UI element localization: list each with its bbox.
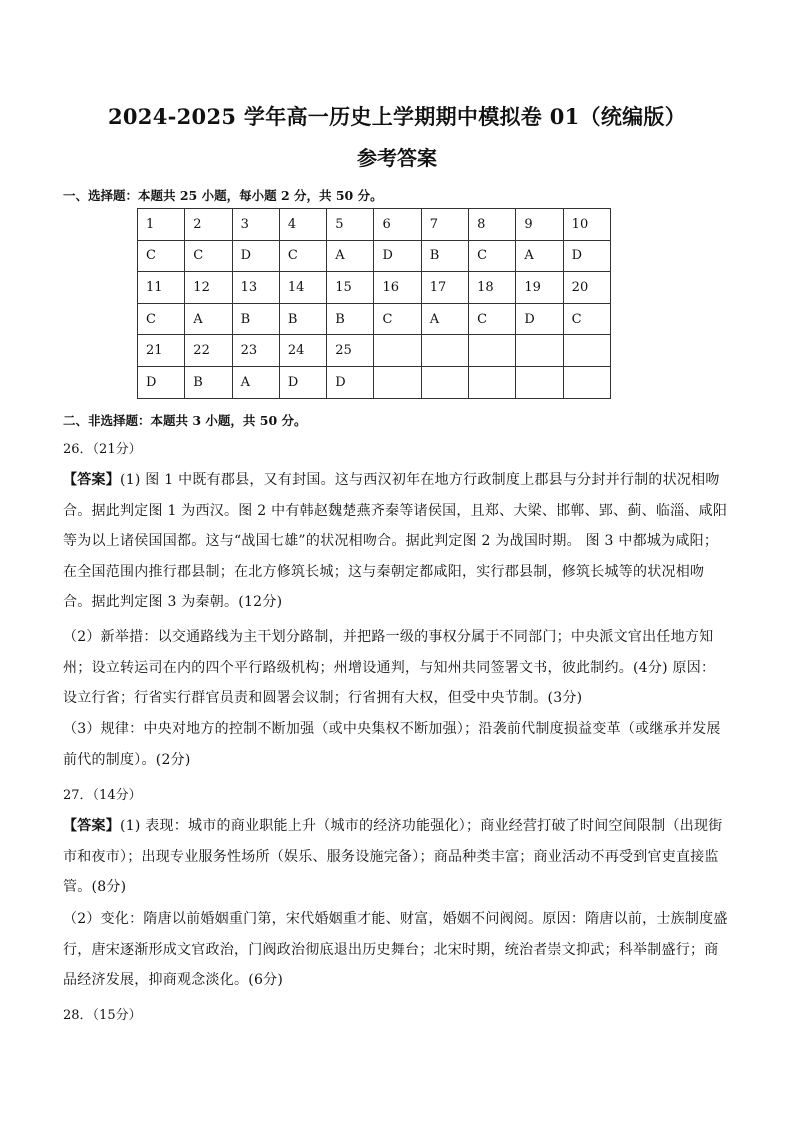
table-cell: D bbox=[327, 366, 374, 398]
table-cell: D bbox=[232, 240, 279, 272]
table-row-question-numbers bbox=[138, 335, 611, 367]
table-cell: 17 bbox=[421, 272, 468, 304]
table-cell: 12 bbox=[185, 272, 232, 304]
table-cell: D bbox=[516, 303, 563, 335]
table-row-answers bbox=[138, 303, 611, 335]
table-cell: 3 bbox=[232, 209, 279, 241]
question-26-part1 bbox=[63, 465, 729, 618]
table-cell: 16 bbox=[374, 272, 421, 304]
question-26-part2: （2）新举措：以交通路线为主干划分路制，并把路一级的事权分属于不同部门；中央派文官出任地方知州；设立转运司在内的四个平行路级机构；州增设通判，与知州共同签署文书，彼此制约。(4分) 原因：设立行省；行省实行群官员责和圆署会议制；行省拥有大权，但受中央节制。(3分) bbox=[63, 629, 716, 707]
question-26-part1-text: (1) 图 1 中既有郡县，又有封国。这与西汉初年在地方行政制度上郡县与分封并行制的状况相吻合。据此判定图 1 为西汉。图 2 中有韩赵魏楚燕齐秦等诸侯国，且郑、大梁、邯郸、郢、蓟、临淄、咸阳等为以上诸侯国国都。这与“战国七雄”的状况相吻合。据此判定图 2 为战国时期。 图 3 中都城为咸阳；在全国范围内推行郡县制；在北方修筑长城；这与秦朝定都咸阳，实行郡县制，修筑长城等的状况相吻合。据此判定图 3 为秦朝。(12分) bbox=[63, 472, 728, 611]
question-27-part1-text: (1) 表现：城市的商业职能上升（城市的经济功能强化）；商业经营打破了时间空间限制（出现街市和夜市）；出现专业服务性场所（娱乐、服务设施完备）；商品种类丰富；商业活动不再受到官吏直接监管。(8分) bbox=[63, 818, 723, 896]
table-cell: C bbox=[469, 303, 516, 335]
question-27-part1 bbox=[63, 811, 729, 903]
table-cell: 2 bbox=[185, 209, 232, 241]
table-cell: 4 bbox=[279, 209, 326, 241]
table-cell: 5 bbox=[327, 209, 374, 241]
table-cell bbox=[516, 335, 563, 367]
table-cell: A bbox=[516, 240, 563, 272]
table-cell: 14 bbox=[279, 272, 326, 304]
table-cell: D bbox=[279, 366, 326, 398]
table-cell: 20 bbox=[563, 272, 610, 304]
table-cell bbox=[421, 366, 468, 398]
table-cell: A bbox=[185, 303, 232, 335]
question-27-part2: （2）变化：隋唐以前婚姻重门第，宋代婚姻重才能、财富，婚姻不问阀阅。原因：隋唐以前，士族制度盛行，唐宋逐渐形成文官政治，门阀政治彻底退出历史舞台；北宋时期，统治者崇文抑武；科举制盛行；商品经济发展，抑商观念淡化。(6分) bbox=[63, 911, 728, 989]
table-cell: 8 bbox=[469, 209, 516, 241]
table-cell: 13 bbox=[232, 272, 279, 304]
table-cell bbox=[469, 335, 516, 367]
section-nonchoice-heading: 二、非选择题：本题共 3 小题，共 50 分。 bbox=[63, 413, 307, 428]
table-cell: 24 bbox=[279, 335, 326, 367]
question-26-part3: （3）规律：中央对地方的控制不断加强（或中央集权不断加强）；沿袭前代制度损益变革（或继承并发展前代的制度）。(2分) bbox=[63, 721, 721, 768]
table-cell: C bbox=[138, 240, 185, 272]
table-cell: 6 bbox=[374, 209, 421, 241]
table-cell: A bbox=[327, 240, 374, 272]
table-cell: B bbox=[232, 303, 279, 335]
table-cell: 21 bbox=[138, 335, 185, 367]
answer-table bbox=[137, 208, 611, 399]
section-choice-heading: 一、选择题：本题共 25 小题，每小题 2 分，共 50 分。 bbox=[63, 188, 383, 203]
table-cell: B bbox=[421, 240, 468, 272]
table-cell bbox=[374, 366, 421, 398]
table-cell: 25 bbox=[327, 335, 374, 367]
table-cell: D bbox=[374, 240, 421, 272]
table-cell bbox=[563, 335, 610, 367]
question-27-header: 27．（14分） bbox=[63, 788, 142, 803]
table-cell: 19 bbox=[516, 272, 563, 304]
page-subtitle: 参考答案 bbox=[357, 146, 437, 170]
question-28-header: 28．（15分） bbox=[63, 1008, 142, 1023]
table-row-answers bbox=[138, 366, 611, 398]
table-cell bbox=[374, 335, 421, 367]
table-cell: C bbox=[469, 240, 516, 272]
table-cell: 1 bbox=[138, 209, 185, 241]
table-row-question-numbers bbox=[138, 272, 611, 304]
page-title: 2024-2025 学年高一历史上学期期中模拟卷 01（统编版） bbox=[107, 104, 687, 129]
table-cell bbox=[421, 335, 468, 367]
table-cell bbox=[469, 366, 516, 398]
table-row-answers bbox=[138, 240, 611, 272]
table-cell: 9 bbox=[516, 209, 563, 241]
table-cell: 7 bbox=[421, 209, 468, 241]
table-cell: B bbox=[279, 303, 326, 335]
table-cell: 15 bbox=[327, 272, 374, 304]
table-cell bbox=[563, 366, 610, 398]
table-cell: A bbox=[421, 303, 468, 335]
table-cell: 18 bbox=[469, 272, 516, 304]
table-cell: 22 bbox=[185, 335, 232, 367]
table-cell: C bbox=[138, 303, 185, 335]
table-cell: B bbox=[185, 366, 232, 398]
answer-tag: 【答案】 bbox=[63, 472, 120, 488]
table-cell: C bbox=[279, 240, 326, 272]
table-cell: 10 bbox=[563, 209, 610, 241]
table-cell: C bbox=[185, 240, 232, 272]
table-cell: D bbox=[563, 240, 610, 272]
table-cell: 11 bbox=[138, 272, 185, 304]
answer-tag: 【答案】 bbox=[63, 818, 120, 834]
table-cell: B bbox=[327, 303, 374, 335]
table-cell: A bbox=[232, 366, 279, 398]
table-cell: C bbox=[374, 303, 421, 335]
table-cell: 23 bbox=[232, 335, 279, 367]
table-cell: C bbox=[563, 303, 610, 335]
table-cell bbox=[516, 366, 563, 398]
table-cell: D bbox=[138, 366, 185, 398]
question-26-header: 26．（21分） bbox=[63, 442, 142, 457]
table-row-question-numbers bbox=[138, 209, 611, 241]
